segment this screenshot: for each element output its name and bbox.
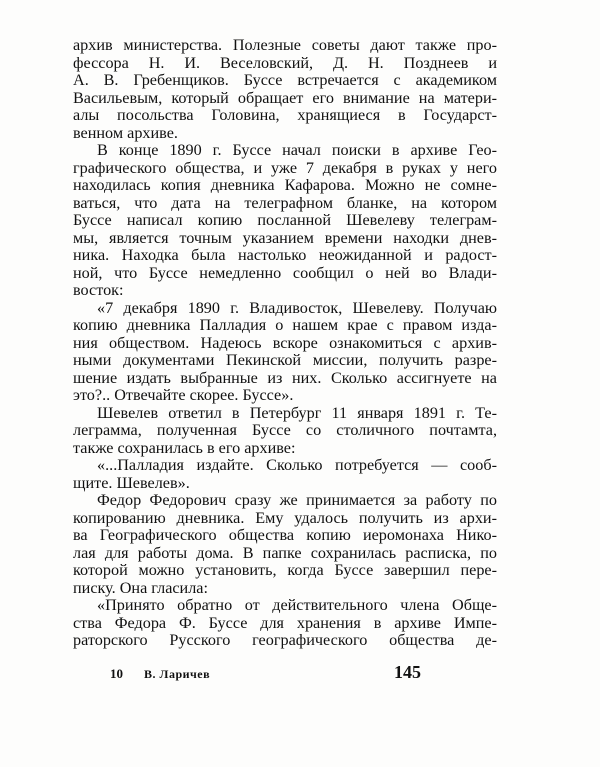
text-line: мы, является точным указанием времени находки днев- <box>73 229 497 247</box>
text-line: ства Федора Ф. Буссе для хранения в архиве Импе- <box>73 614 497 632</box>
text-line: писку. Она гласила: <box>73 579 208 597</box>
text-line: фессора Н. И. Веселовский, Д. Н. Позднеев и <box>73 54 497 72</box>
text-line: щите. Шевелев». <box>73 474 190 492</box>
text-line: лая для работы дома. В папке сохранилась расписка, по <box>73 544 497 562</box>
text-line: архив министерства. Полезные советы дают также про- <box>73 37 497 54</box>
text-line: ва Географического общества копию иеромонаха Нико- <box>73 527 497 544</box>
text-line: Васильевым, который обращает его внимание на матери- <box>73 89 497 107</box>
text-line: которой можно установить, когда Буссе завершил пере- <box>73 562 497 579</box>
text-line: «7 декабря 1890 г. Владивосток, Шевелеву. Получаю <box>97 299 497 317</box>
text-line: «Принято обратно от действительного члена Обще- <box>97 597 497 614</box>
text-line: ника. Находка была настолько неожиданной и радост- <box>73 247 497 264</box>
signature-number: 10 <box>110 666 123 681</box>
text-line: это?.. Отвечайте скорее. Буссе». <box>73 387 294 404</box>
signature-author: В. Ларичев <box>144 667 211 681</box>
text-line: ными документами Пекинской миссии, получить разре- <box>73 352 497 369</box>
text-line: восток: <box>73 282 124 299</box>
text-line: леграмма, полученная Буссе со столичного почтамта, <box>73 422 497 439</box>
text-line: Федор Федорович сразу же принимается за работу по <box>97 492 497 509</box>
text-line: копию дневника Палладия о нашем крае с правом изда- <box>73 317 497 334</box>
text-line: Шевелев ответил в Петербург 11 января 1891 г. Те- <box>97 404 497 422</box>
text-line: раторского Русского географического общества де- <box>73 632 497 649</box>
text-line: шение издать выбранные из них. Сколько ассигнуете на <box>73 369 497 387</box>
body-text <box>73 37 497 650</box>
text-line: находилась копия дневника Кафарова. Можно не сомне- <box>73 177 497 194</box>
text-line: также сохранилась в его архиве: <box>73 439 296 457</box>
page-footer <box>110 662 421 686</box>
text-line: А. В. Гребенщиков. Буссе встречается с академиком <box>73 72 497 89</box>
text-line: графического общества, и уже 7 декабря в руках у него <box>73 159 497 177</box>
text-line: ния обществом. Надеюсь вскоре ознакомиться с архив- <box>73 334 497 352</box>
text-line: венном архиве. <box>73 124 178 142</box>
text-line: ной, что Буссе немедленно сообщил о ней во Влади- <box>73 264 497 282</box>
page-number: 145 <box>394 662 421 682</box>
text-line: «...Палладия издайте. Сколько потребуется — сооб- <box>97 457 497 474</box>
text-line: алы посольства Головина, хранящиеся в Государст- <box>73 107 497 124</box>
text-line: копированию дневника. Ему удалось получить из архи- <box>73 509 497 527</box>
text-line: Буссе написал копию посланной Шевелеву телеграм- <box>73 212 497 229</box>
text-line: В конце 1890 г. Буссе начал поиски в архиве Гео- <box>97 142 497 159</box>
text-line: ваться, что дата на телеграфном бланке, на котором <box>73 194 497 212</box>
